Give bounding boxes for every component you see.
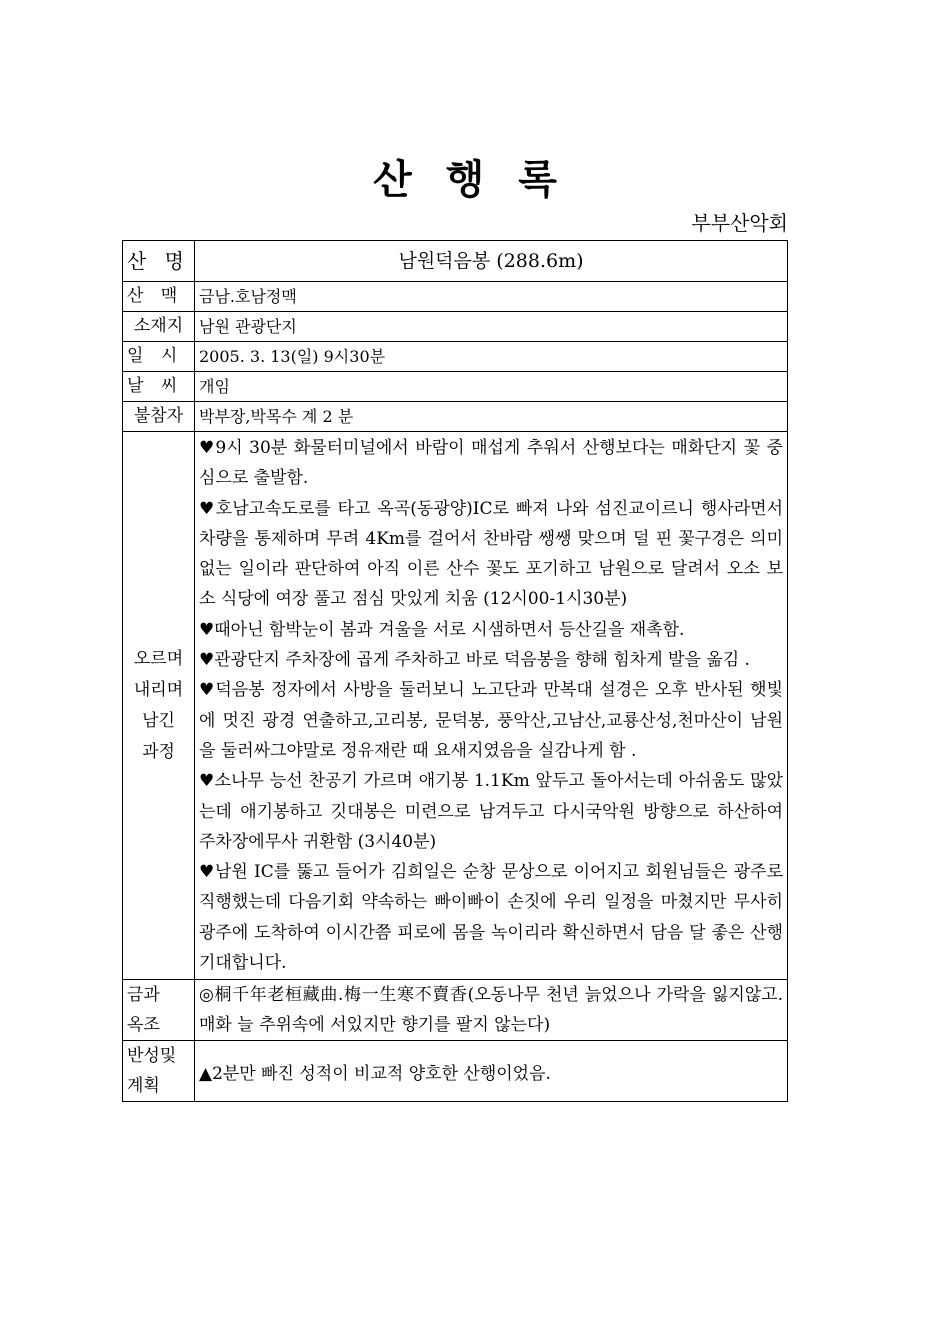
- label-proverb-line: 옥조: [127, 1015, 160, 1036]
- label-reflection: [123, 1041, 195, 1102]
- value-datetime: 2005. 3. 13(일) 9시30분: [195, 342, 788, 372]
- value-proverb: ◎桐千年老桓藏曲.梅一生寒不賣香(오동나무 천년 늙었으나 가락을 잃지않고.매화 늘 추위속에 서있지만 향기를 팔지 않는다): [195, 980, 788, 1041]
- value-absentees: 박부장,박목수 계 2 분: [195, 402, 788, 432]
- label-proverb-line: 금과: [127, 985, 160, 1006]
- course-description: [195, 432, 788, 980]
- row-weather: [123, 372, 788, 402]
- label-datetime: 일 시: [123, 342, 195, 372]
- row-proverb: [123, 980, 788, 1041]
- row-absentees: [123, 402, 788, 432]
- label-weather: 날 씨: [123, 372, 195, 402]
- label-absentees: 불참자: [123, 402, 195, 432]
- value-mountain-name: 남원덕음봉 (288.6m): [195, 241, 788, 282]
- row-datetime: [123, 342, 788, 372]
- value-location: 남원 관광단지: [195, 312, 788, 342]
- value-mountain-range: 금남.호남정맥: [195, 282, 788, 312]
- row-mountain-name: [123, 241, 788, 282]
- course-paragraph: ♥때아닌 함박눈이 봄과 겨울을 서로 시샘하면서 등산길을 재촉함.: [199, 619, 685, 640]
- label-location: 소재지: [123, 312, 195, 342]
- course-paragraph: ♥호남고속도로를 타고 옥곡(동광양)IC로 빠져 나와 섬진교이르니 행사라면서 차량을 통제하며 무려 4Km를 걸어서 찬바람 쌩쌩 맞으며 덜 핀 꽃구경은 의미 없는 일이라 판단하여 아직 이른 산수 꽃도 포기하고 남원으로 달려서 오소 보소 식당에 여장 풀고 점심 맛있게 치움 (12시00-1시30분): [199, 498, 783, 610]
- label-course: [123, 432, 195, 980]
- row-location: [123, 312, 788, 342]
- organization-name: 부부산악회: [691, 211, 788, 235]
- label-mountain-range: 산 맥: [123, 282, 195, 312]
- label-reflection-line: 반성및: [127, 1046, 177, 1067]
- row-mountain-range: [123, 282, 788, 312]
- label-course-line: 내리며: [133, 679, 184, 700]
- course-paragraph: ♥남원 IC를 뚫고 들어가 김희일은 순창 문상으로 이어지고 회원님들은 광주로 직행했는데 다음기회 약속하는 빠이빠이 손짓에 우리 일정을 마쳤지만 무사히 광주에 도착하여 이시간쯤 피로에 몸을 녹이리라 확신하면서 담음 달 좋은 산행 기대합니다.: [199, 862, 783, 974]
- course-paragraph: ♥9시 30분 화물터미널에서 바람이 매섭게 추워서 산행보다는 매화단지 꽃 중심으로 출발함.: [199, 438, 783, 489]
- document-title: 산 행 록: [373, 157, 567, 203]
- label-course-line: 과정: [142, 741, 175, 762]
- label-course-line: 오르며: [133, 648, 184, 669]
- course-paragraph: ♥소나무 능선 찬공기 가르며 애기봉 1.1Km 앞두고 돌아서는데 아쉬움도 많았는데 애기봉하고 깃대봉은 미련으로 남겨두고 다시국악원 방향으로 하산하여 주차장에무사 귀환함 (3시40분): [199, 771, 783, 852]
- course-paragraph: ♥관광단지 주차장에 곱게 주차하고 바로 덕음봉을 향해 힘차게 발을 옮김 .: [199, 650, 750, 671]
- course-paragraph: ♥덕음봉 정자에서 사방을 둘러보니 노고단과 만복대 설경은 오후 반사된 햇빛에 멋진 광경 연출하고,고리봉, 문덕봉, 풍악산,고남산,교룡산성,천마산이 남원을 둘러싸그야말로 정유재란 때 요새지였음을 실감나게 함 .: [199, 680, 783, 761]
- label-course-line: 남긴: [142, 710, 175, 731]
- label-mountain-name: 산 명: [123, 241, 195, 282]
- value-reflection: ▲2분만 빠진 성적이 비교적 양호한 산행이었음.: [195, 1041, 788, 1102]
- row-course: [123, 432, 788, 980]
- hiking-log-table: [122, 240, 788, 1102]
- label-proverb: [123, 980, 195, 1041]
- value-weather: 개임: [195, 372, 788, 402]
- label-reflection-line: 계획: [127, 1076, 160, 1097]
- row-reflection: [123, 1041, 788, 1102]
